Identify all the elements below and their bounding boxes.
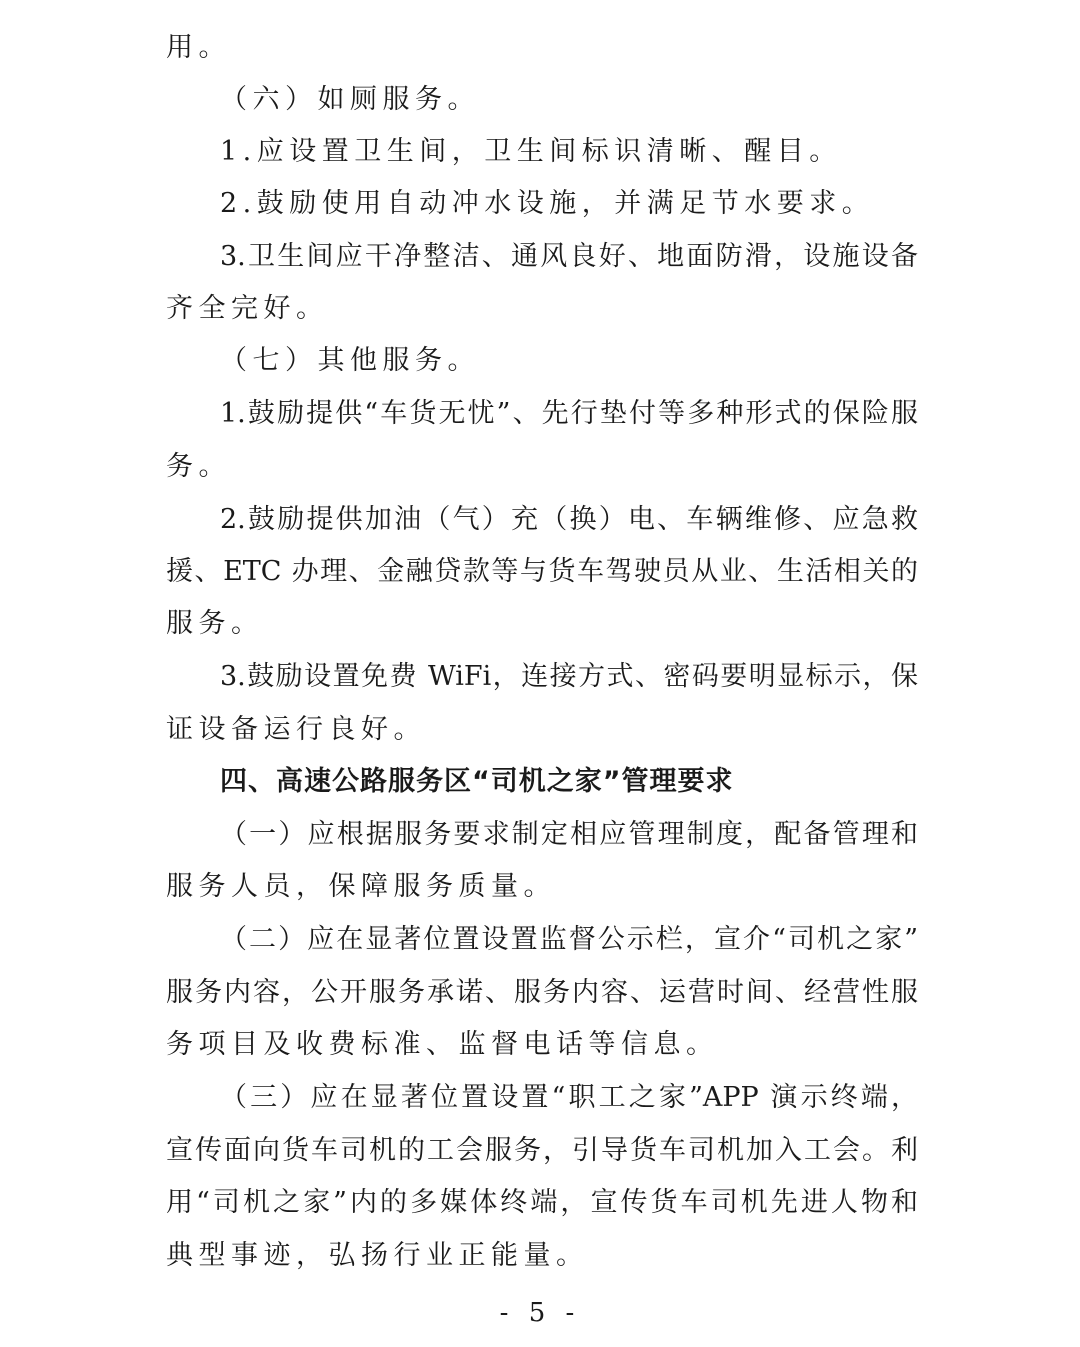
text-line: 2.鼓励使用自动冲水设施，并满足节水要求。 <box>220 188 875 219</box>
text-line: 服务。 <box>166 608 264 639</box>
text-line: 宣传面向货车司机的工会服务，引导货车司机加入工会。利 <box>166 1135 918 1166</box>
text-line: （三）应在显著位置设置“职工之家”APP 演示终端， <box>220 1082 918 1113</box>
text-line: 1.鼓励提供“车货无忧”、先行垫付等多种形式的保险服 <box>220 398 918 429</box>
page-number: - 5 - <box>499 1298 581 1328</box>
text-line: 服务内容，公开服务承诺、服务内容、运营时间、经营性服 <box>166 977 918 1008</box>
text-line: 3.卫生间应干净整洁、通风良好、地面防滑，设施设备 <box>220 241 918 272</box>
text-line: （二）应在显著位置设置监督公示栏，宣介“司机之家” <box>220 924 918 955</box>
section-heading: （七）其他服务。 <box>220 345 480 376</box>
text-line: 典型事迹，弘扬行业正能量。 <box>166 1240 589 1271</box>
text-line: 援、ETC 办理、金融贷款等与货车驾驶员从业、生活相关的 <box>166 556 918 587</box>
text-line: 用“司机之家”内的多媒体终端，宣传货车司机先进人物和 <box>166 1187 918 1218</box>
text-line: 服务人员，保障服务质量。 <box>166 871 556 902</box>
text-line: （一）应根据服务要求制定相应管理制度，配备管理和 <box>220 819 918 850</box>
text-line: 务。 <box>166 451 231 482</box>
text-line: 证设备运行良好。 <box>166 714 426 745</box>
text-line: 1.应设置卫生间，卫生间标识清晰、醒目。 <box>220 136 842 167</box>
text-line: 3.鼓励设置免费 WiFi，连接方式、密码要明显标示，保 <box>220 661 918 692</box>
text-line: 务项目及收费标准、监督电话等信息。 <box>166 1029 719 1060</box>
section-heading: （六）如厕服务。 <box>220 84 480 115</box>
text-line: 用。 <box>166 32 231 63</box>
chapter-heading: 四、高速公路服务区“司机之家”管理要求 <box>220 766 734 797</box>
text-line: 2.鼓励提供加油（气）充（换）电、车辆维修、应急救 <box>220 504 918 535</box>
text-line: 齐全完好。 <box>166 293 329 324</box>
